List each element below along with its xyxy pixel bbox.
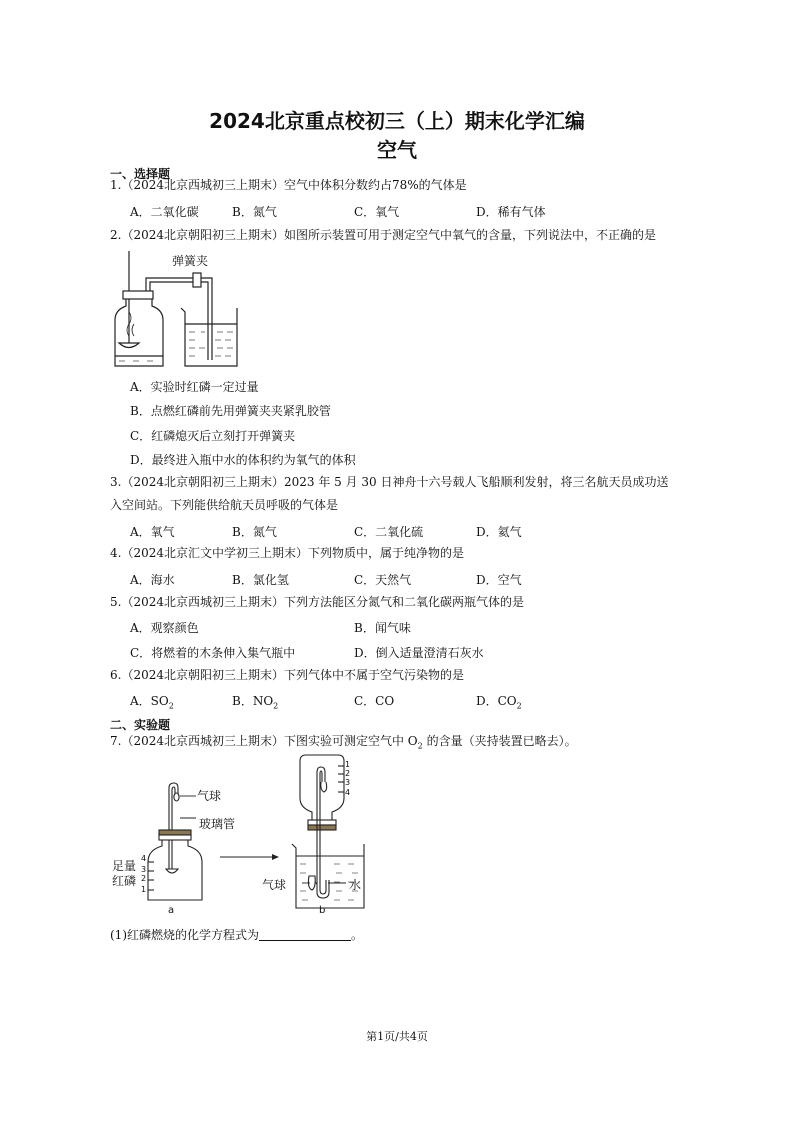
page-footer: 第1页/共4页 <box>366 1030 428 1043</box>
figure-a-tick-3: 3 <box>141 865 147 874</box>
phosphorus-oxygen-apparatus <box>105 248 255 373</box>
figure-b-tick-4: 4 <box>345 788 351 797</box>
q6-option-c: C．CO <box>354 694 395 708</box>
q5-option-a: A．观察颜色 <box>130 621 199 635</box>
figure-a-caption: a <box>168 905 175 916</box>
figure-a-tube-label: 玻璃管 <box>199 817 236 831</box>
page-subtitle: 空气 <box>377 138 417 162</box>
q2-option-d: D．最终进入瓶中水的体积约为氧气的体积 <box>130 453 356 467</box>
figure-a-phosphorus-label-1: 足量 <box>112 859 137 873</box>
figure-b-balloon-label: 气球 <box>262 878 287 892</box>
figure-a-tick-4: 4 <box>141 854 147 863</box>
page-title: 2024北京重点校初三（上）期末化学汇编 <box>209 109 585 133</box>
question-2-stem: 2.（2024北京朝阳初三上期末）如图所示装置可用于测定空气中氧气的含量，下列说法中，不正确的是 <box>110 228 656 242</box>
q4-option-a: A．海水 <box>130 573 175 587</box>
q3-option-b: B．氮气 <box>232 525 277 539</box>
figure-a-tick-1: 1 <box>141 885 147 894</box>
question-1-stem: 1.（2024北京西城初三上期末）空气中体积分数约占78%的气体是 <box>110 178 467 192</box>
question-3-stem-line2: 入空间站。下列能供给航天员呼吸的气体是 <box>110 498 339 512</box>
figure-a-phosphorus-label-2: 红磷 <box>112 874 137 888</box>
figure-b-tick-3: 3 <box>345 778 351 787</box>
q1-option-c: C．氧气 <box>354 205 400 219</box>
q5-option-b: B．闻气味 <box>354 621 411 635</box>
q3-option-d: D．氦气 <box>476 525 522 539</box>
q1-option-a: A．二氧化碳 <box>130 205 199 219</box>
q2-option-b: B．点燃红磷前先用弹簧夹夹紧乳胶管 <box>130 404 331 418</box>
figure-b-tick-1: 1 <box>345 760 351 769</box>
q2-option-a: A．实验时红磷一定过量 <box>130 380 259 394</box>
q6-option-b: B．$NO_2$ <box>232 694 279 711</box>
q4-option-c: C．天然气 <box>354 573 412 587</box>
q1-option-d: D．稀有气体 <box>476 205 546 219</box>
q2-option-c: C．红磷熄灭后立刻打开弹簧夹 <box>130 429 296 443</box>
figure-b-tick-2: 2 <box>345 769 351 778</box>
answer-blank[interactable] <box>259 928 351 941</box>
question-4-stem: 4.（2024北京汇文中学初三上期末）下列物质中，属于纯净物的是 <box>110 546 464 560</box>
q1-option-b: B．氮气 <box>232 205 277 219</box>
q3-option-a: A．氧气 <box>130 525 175 539</box>
section-heading-experiment: 二、实验题 <box>110 718 171 732</box>
q6-option-a: A．$SO_2$ <box>130 694 174 711</box>
q5-option-d: D．倒入适量澄清石灰水 <box>354 646 484 660</box>
figure-a-balloon-label: 气球 <box>197 789 222 803</box>
question-6-stem: 6.（2024北京朝阳初三上期末）下列气体中不属于空气污染物的是 <box>110 668 464 682</box>
question-7-sub-1: (1)红磷燃烧的化学方程式为 。 <box>110 928 364 942</box>
q5-option-c: C．将燃着的木条伸入集气瓶中 <box>130 646 296 660</box>
q3-option-c: C．二氧化硫 <box>354 525 424 539</box>
question-7-stem: 7.（2024北京西城初三上期末）下图实验可测定空气中 $O_2$ 的含量（夹持装置已略去）。 <box>110 734 577 751</box>
q4-option-d: D．空气 <box>476 573 522 587</box>
figure-a-tick-2: 2 <box>141 874 147 883</box>
figure-b-water-label: 水 <box>349 878 362 892</box>
section-heading-choice: 一、选择题 <box>110 167 171 181</box>
question-5-stem: 5.（2024北京西城初三上期末）下列方法能区分氮气和二氧化碳两瓶气体的是 <box>110 595 524 609</box>
spring-clip-label: 弹簧夹 <box>172 254 209 268</box>
figure-b-caption: b <box>319 905 326 916</box>
q4-option-b: B．氯化氢 <box>232 573 289 587</box>
question-3-stem-line1: 3.（2024北京朝阳初三上期末）2023 年 5 月 30 日神舟十六号载人飞船顺利发射，将三名航天员成功送 <box>110 475 669 489</box>
q6-option-d: D．$CO_2$ <box>476 694 522 711</box>
